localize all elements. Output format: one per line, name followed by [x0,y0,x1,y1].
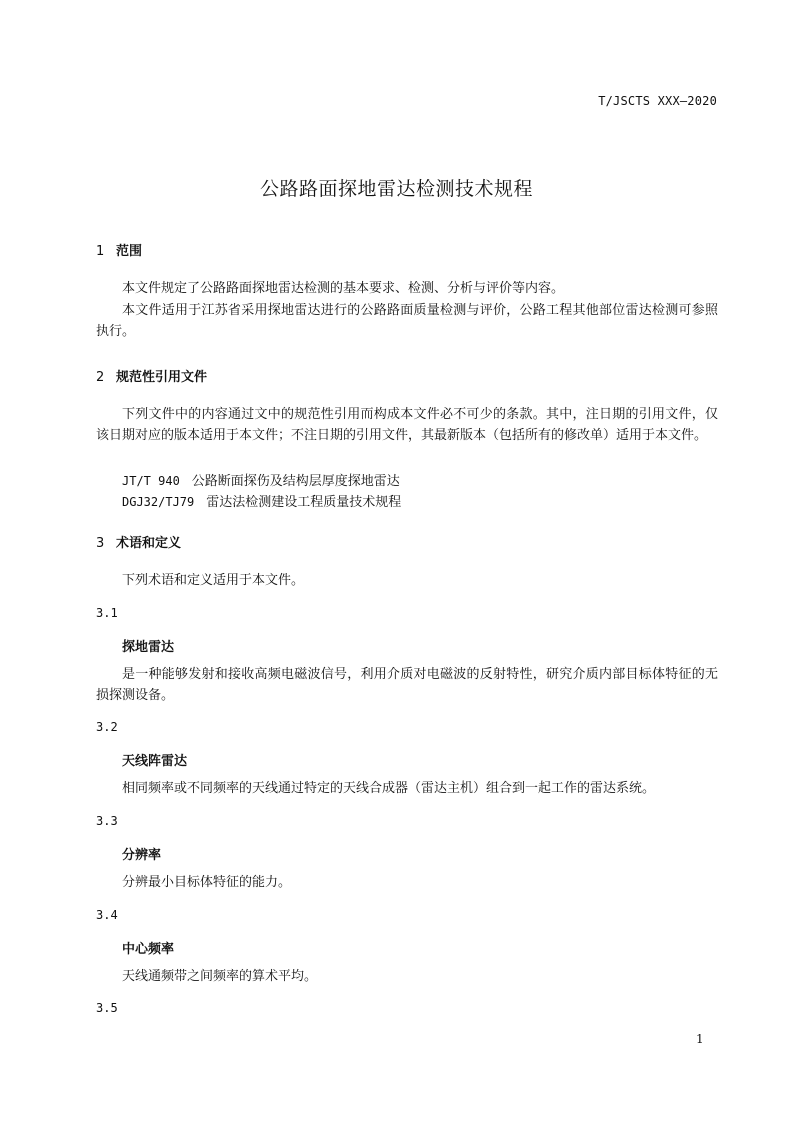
reference-name: 雷达法检测建设工程质量技术规程 [206,495,402,510]
page-number: 1 [696,1032,704,1046]
clause-number: 3.1 [96,606,118,620]
section-1-heading [96,240,142,259]
term-definition: 是一种能够发射和接收高频电磁波信号，利用介质对电磁波的反射特性，研究介质内部目标体特征的无损探测设备。 [96,667,718,703]
section-title: 规范性引用文件 [116,370,208,385]
term-title: 分辨率 [122,848,162,863]
term-title: 天线阵雷达 [122,754,188,769]
reference-item [122,470,400,489]
clause-number: 3.2 [96,720,118,734]
reference-name: 公路断面探伤及结构层厚度探地雷达 [191,474,400,489]
term-definition: 天线通频带之间频率的算术平均。 [122,969,318,984]
reference-item [122,491,401,510]
section-title: 范围 [116,244,143,259]
term-title: 中心频率 [122,942,175,957]
term-definition: 相同频率或不同频率的天线通过特定的天线合成器（雷达主机）组合到一起工作的雷达系统。 [122,781,656,796]
clause-number: 3.4 [96,908,118,922]
section-title: 术语和定义 [116,536,182,551]
term-definition: 分辨最小目标体特征的能力。 [122,875,292,890]
section-2-paragraph-1: 下列文件中的内容通过文中的规范性引用而构成本文件必不可少的条款。其中，注日期的引用文件，仅该日期对应的版本适用于本文件；不注日期的引用文件，其最新版本（包括所有的修改单）适用于本文件。 [96,407,718,443]
section-1-paragraph-1: 本文件规定了公路路面探地雷达检测的基本要求、检测、分析与评价等内容。 [122,281,565,296]
section-3-paragraph-1: 下列术语和定义适用于本文件。 [122,573,305,588]
section-2-heading [96,366,207,385]
section-number: 1 [96,244,105,259]
clause-number: 3.5 [96,1001,118,1015]
reference-code: DGJ32/TJ79 [122,495,195,509]
section-3-heading [96,532,181,551]
reference-code: JT/T 940 [122,474,180,488]
section-number: 2 [96,370,105,385]
clause-number: 3.3 [96,814,118,828]
section-number: 3 [96,536,105,551]
term-title: 探地雷达 [122,640,175,655]
document-title: 公路路面探地雷达检测技术规程 [259,178,533,200]
document-code: T/JSCTS XXX—2020 [598,94,717,108]
section-1-paragraph-2: 本文件适用于江苏省采用探地雷达进行的公路路面质量检测与评价，公路工程其他部位雷达检测可参照执行。 [96,303,718,339]
